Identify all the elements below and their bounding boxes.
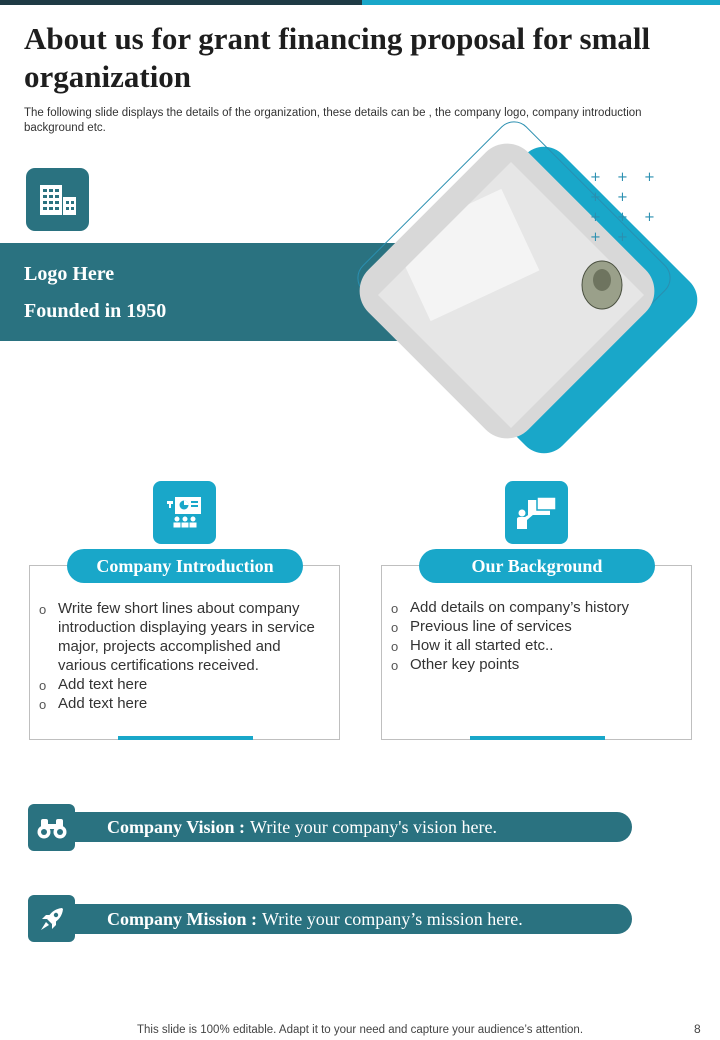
card-accent-bar	[118, 736, 253, 740]
plus-row: + + + + +	[590, 170, 661, 205]
page-title: About us for grant financing proposal for small organization	[24, 21, 651, 94]
list-item: o Write few short lines about company introduction displaying years in service major, projects accomplished and various certifications received.	[39, 599, 331, 675]
list-item: o Add text here	[39, 694, 331, 713]
presentation-icon	[165, 494, 205, 532]
mission-icon-tile	[28, 895, 75, 942]
background-bullet-list	[391, 598, 683, 674]
top-bar-dark	[0, 0, 362, 5]
mission-label: Company Mission :	[107, 908, 258, 929]
page-subtitle: The following slide displays the details of the organization, these details can be , the company logo, company introduction background etc.	[24, 107, 642, 134]
vision-label: Company Vision :	[107, 816, 246, 837]
rocket-icon	[38, 905, 66, 933]
logo-placeholder-text: Logo Here	[24, 263, 115, 285]
intro-bullet-list	[39, 599, 331, 713]
plus-row: + + + + +	[590, 210, 661, 245]
presenter-board-icon	[515, 496, 559, 530]
company-vision-strip	[72, 812, 632, 842]
company-banner	[0, 243, 420, 341]
vision-icon-tile	[28, 804, 75, 851]
binoculars-icon	[36, 816, 68, 840]
footer-note: This slide is 100% editable. Adapt it to your need and capture your audience’s attention.	[136, 1024, 584, 1036]
decorative-plus-grid	[590, 168, 670, 248]
card-accent-bar	[470, 736, 605, 740]
our-background-label: Our Background	[419, 549, 655, 583]
company-mission-strip	[72, 904, 632, 934]
background-icon-tile	[505, 481, 568, 544]
vision-text: Write your company's vision here.	[250, 816, 498, 837]
page-number: 8	[694, 1022, 701, 1036]
mission-text: Write your company’s mission here.	[262, 908, 523, 929]
list-item: o Add text here	[39, 675, 331, 694]
intro-icon-tile	[153, 481, 216, 544]
list-item: o Previous line of services	[391, 617, 683, 636]
list-item: o How it all started etc..	[391, 636, 683, 655]
founded-text: Founded in 1950	[24, 300, 167, 322]
list-item: o Add details on company’s history	[391, 598, 683, 617]
logo-box	[26, 168, 89, 231]
top-bar-accent	[362, 0, 720, 5]
building-icon	[38, 183, 78, 217]
list-item: o Other key points	[391, 655, 683, 674]
company-introduction-label: Company Introduction	[67, 549, 303, 583]
